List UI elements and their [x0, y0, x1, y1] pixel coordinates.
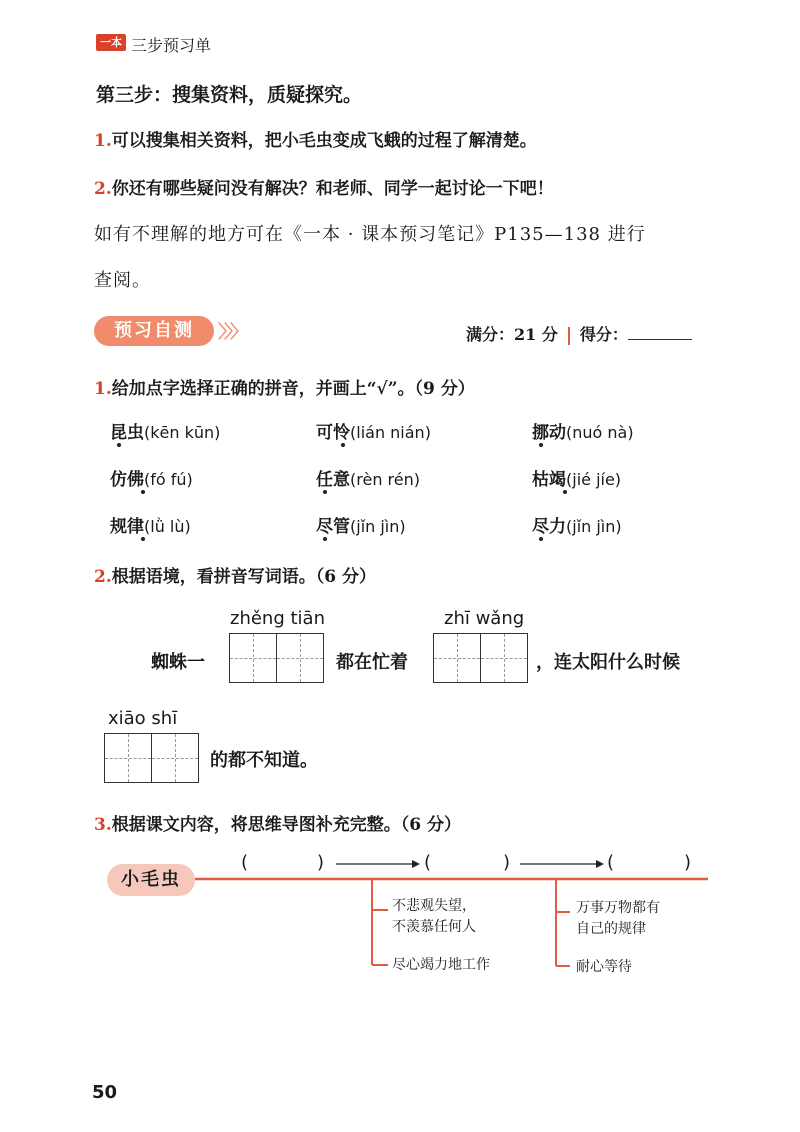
- full-score: 满分：21 分: [466, 325, 558, 344]
- pinyin-options: (jǐn jìn): [350, 517, 406, 536]
- branch-text: 自己的规律: [576, 921, 646, 937]
- arrow-head-icon: [596, 860, 604, 868]
- question-number: 1.: [94, 379, 112, 399]
- mind-map-root: 小毛虫: [107, 864, 195, 896]
- sentence-segment: 都在忙着: [336, 652, 408, 673]
- reference-note-line1: 如有不理解的地方可在《一本 · 课本预习笔记》P135—138 进行: [94, 224, 646, 245]
- item-text: 可以搜集相关资料，把小毛虫变成飞蛾的过程了解清楚。: [111, 131, 537, 151]
- pinyin-prompt: zhī wǎng: [444, 608, 525, 629]
- question-number: 3.: [94, 815, 112, 835]
- branch-text: 尽心竭力地工作: [392, 957, 490, 973]
- word: 昆虫: [110, 423, 144, 443]
- sentence-segment: 蜘蛛一: [151, 652, 205, 673]
- question-text: 根据语境，看拼音写词语。（6 分）: [111, 567, 376, 587]
- page-number: 50: [92, 1082, 118, 1103]
- pinyin-options: (jié jíe): [566, 470, 622, 489]
- chevron-icon: 〉〉〉: [218, 322, 245, 343]
- branch-text: 耐心等待: [576, 959, 632, 975]
- pinyin-prompt: xiāo shī: [108, 708, 178, 729]
- word: 枯竭: [532, 470, 566, 490]
- word: 仿佛: [110, 470, 144, 490]
- brand-badge: 一本: [96, 34, 126, 51]
- word: 任意: [316, 470, 350, 490]
- score-label: 得分：: [579, 325, 628, 344]
- word: 规律: [110, 517, 144, 537]
- word: 尽力: [532, 517, 566, 537]
- word: 可怜: [316, 423, 350, 443]
- branch-text: 万事万物都有: [576, 900, 660, 916]
- sentence-segment: ，连太阳什么时候: [536, 652, 680, 673]
- branch-text: 不羡慕任何人: [392, 919, 476, 935]
- item-number: 1.: [94, 131, 112, 151]
- question-number: 2.: [94, 567, 112, 587]
- item-text: 你还有哪些疑问没有解决？和老师、同学一起讨论一下吧！: [111, 179, 554, 199]
- blank-close: ): [684, 852, 692, 873]
- word: 挪动: [532, 423, 566, 443]
- pinyin-options: (kēn kūn): [144, 423, 221, 442]
- branch-text: 不悲观失望，: [392, 898, 476, 914]
- pinyin-options: (nuó nà): [566, 423, 634, 442]
- header-title: 三步预习单: [131, 36, 212, 55]
- word: 尽管: [316, 517, 350, 537]
- blank-open: (: [424, 852, 432, 873]
- pinyin-options: (rèn rén): [350, 470, 420, 489]
- pinyin-options: (jǐn jìn): [566, 517, 622, 536]
- blank-open: (: [607, 852, 615, 873]
- pinyin-options: (lǜ lù): [144, 517, 191, 536]
- pinyin-options: (fó fú): [144, 470, 193, 489]
- arrow-head-icon: [412, 860, 420, 868]
- blank-open: (: [241, 852, 249, 873]
- reference-note-line2: 查阅。: [94, 270, 151, 291]
- self-test-banner: 预习自测: [94, 316, 214, 346]
- blank-close: ): [503, 852, 511, 873]
- question-text: 给加点字选择正确的拼音，并画上“√”。（9 分）: [111, 379, 475, 399]
- step3-title: 第三步：搜集资料，质疑探究。: [96, 84, 363, 106]
- pinyin-options: (lián nián): [350, 423, 431, 442]
- item-number: 2.: [94, 179, 112, 199]
- sentence-segment: 的都不知道。: [210, 750, 318, 771]
- pinyin-prompt: zhěng tiān: [230, 608, 325, 629]
- blank-close: ): [317, 852, 325, 873]
- question-text: 根据课文内容，将思维导图补充完整。（6 分）: [111, 815, 461, 835]
